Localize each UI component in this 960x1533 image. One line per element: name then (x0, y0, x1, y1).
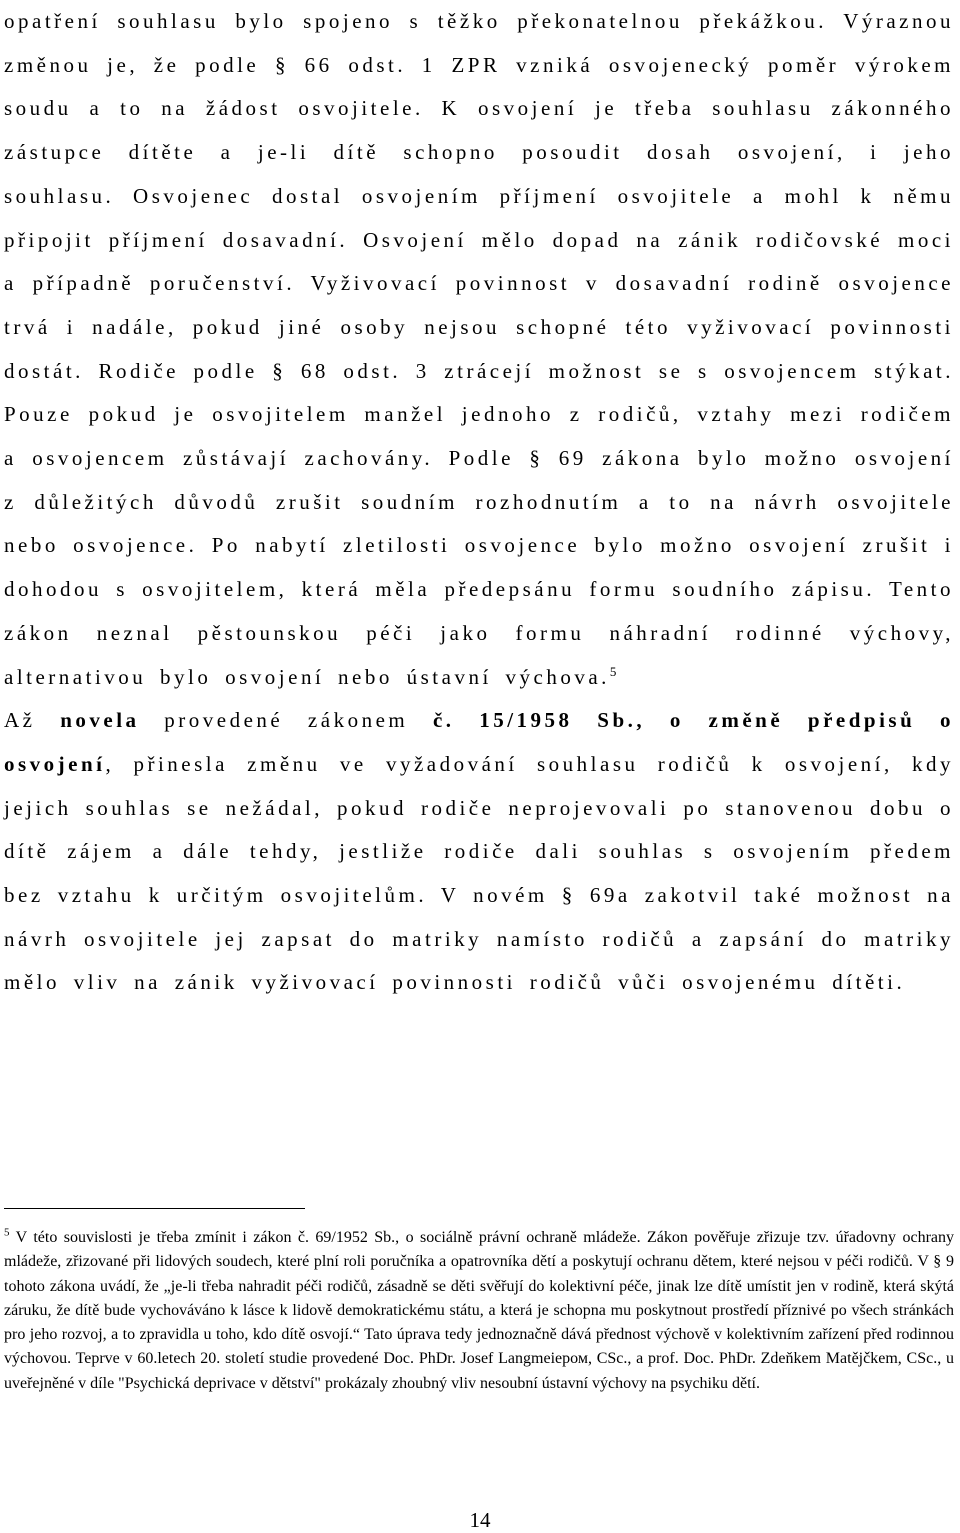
page-number: 14 (469, 1508, 491, 1532)
footnote-reference: 5 (609, 663, 617, 679)
footnote-number: 5 (4, 1226, 10, 1239)
paragraph-2-rest: , přinesla změnu ve vyžadování souhlasu rodičů k osvojení, kdy jejich souhlas se nežádal, pokud rodiče neprojevovali po stanovenou dobu o dítě zájem a dále tehdy, jestliže rodiče dali souhlas s osvojením předem bez vztahu k určitým osvojitelům. V novém § 69a zakotvil také možnost na návrh osvojitele jej zapsat do matriky namísto rodičů a zapsání do matriky mělo vliv na zánik vyživovací povinnosti rodičů vůči osvojenému dítěti. (4, 751, 954, 995)
footnote (4, 1226, 954, 1396)
bold-law-citation: č. 15/1958 Sb., o změně předpisů o osvojení (4, 708, 954, 776)
bold-term-novela: novela (60, 708, 140, 733)
paragraph-2-mid: provedené zákonem (139, 708, 433, 733)
paragraph-2-start: Až (4, 708, 61, 733)
footnote-separator (4, 1208, 305, 1209)
paragraph-1: opatření souhlasu bylo spojeno s těžko překonatelnou překážkou. Výraznou změnou je, že podle § 66 odst. 1 ZPR vzniká osvojenecký poměr výrokem soudu a to na žádost osvojitele. K osvojení je třeba souhlasu zákonného zástupce dítěte a je-li dítě schopno posoudit dosah osvojení, i jeho souhlasu. Osvojenec dostal osvojením příjmení osvojitele a mohl k němu připojit příjmení dosavadní. Osvojení mělo dopad na zánik rodičovské moci a případně poručenství. Vyživovací povinnost v dosavadní rodině osvojence trvá i nadále, pokud jiné osoby nejsou schopné této vyživovací povinnosti dostát. Rodiče podle § 68 odst. 3 ztrácejí možnost se s osvojencem stýkat. Pouze pokud je osvojitelem manžel jednoho z rodičů, vztahy mezi rodičem a osvojencem zůstávají zachovány. Podle § 69 zákona bylo možno osvojení z důležitých důvodů zrušit soudním rozhodnutím a to na návrh osvojitele nebo osvojence. Po nabytí zletilosti osvojence bylo možno osvojení zrušit i dohodou s osvojitelem, která měla předepsánu formu soudního zápisu. Tento zákon neznal pěstounskou péči jako formu náhradní rodinné výchovy, alternativou bylo osvojení nebo ústavní výchova. (4, 9, 954, 689)
footnote-text: V této souvislosti je třeba zmínit i zákon č. 69/1952 Sb., o sociálně právní ochraně mládeže. Zákon pověřuje zřizuje tzv. úřadovny ochrany mládeže, zřizované při lidových soudech, které plní roli poručníka a opatrovníka dětí a poskytují ochranu dětem, které nejsou v péči rodičů. V § 9 tohoto zákona uvádí, že „je-li třeba nahradit péči rodičů, zásadně se děti svěřují do kolektivní péče, jinak lze dítě umístit jen v rodině, která skýtá záruku, že dítě bude vychováváno k lásce k lidově demokratickému státu, a která je schopna mu poskytnout prostředí příznivé po všech stránkách pro jeho rozvoj, a to zpravidla u toho, kdo dítě osvojí.“ Tato úprava tedy jednoznačně dává přednost výchově v kolektivním zařízení před rodinnou výchovou. Teprve v 60.letech 20. století studie provedené Doc. PhDr. Josef Langmeiером, CSc., a prof. Doc. PhDr. Zdeňkem Matějčkem, CSc., u uveřejněné v díle "Psychická deprivace v dětství" prokázaly zhoubný vliv nesoubní ústavní výchovy na psychiku dětí. (4, 1229, 954, 1392)
main-text (4, 0, 954, 1005)
